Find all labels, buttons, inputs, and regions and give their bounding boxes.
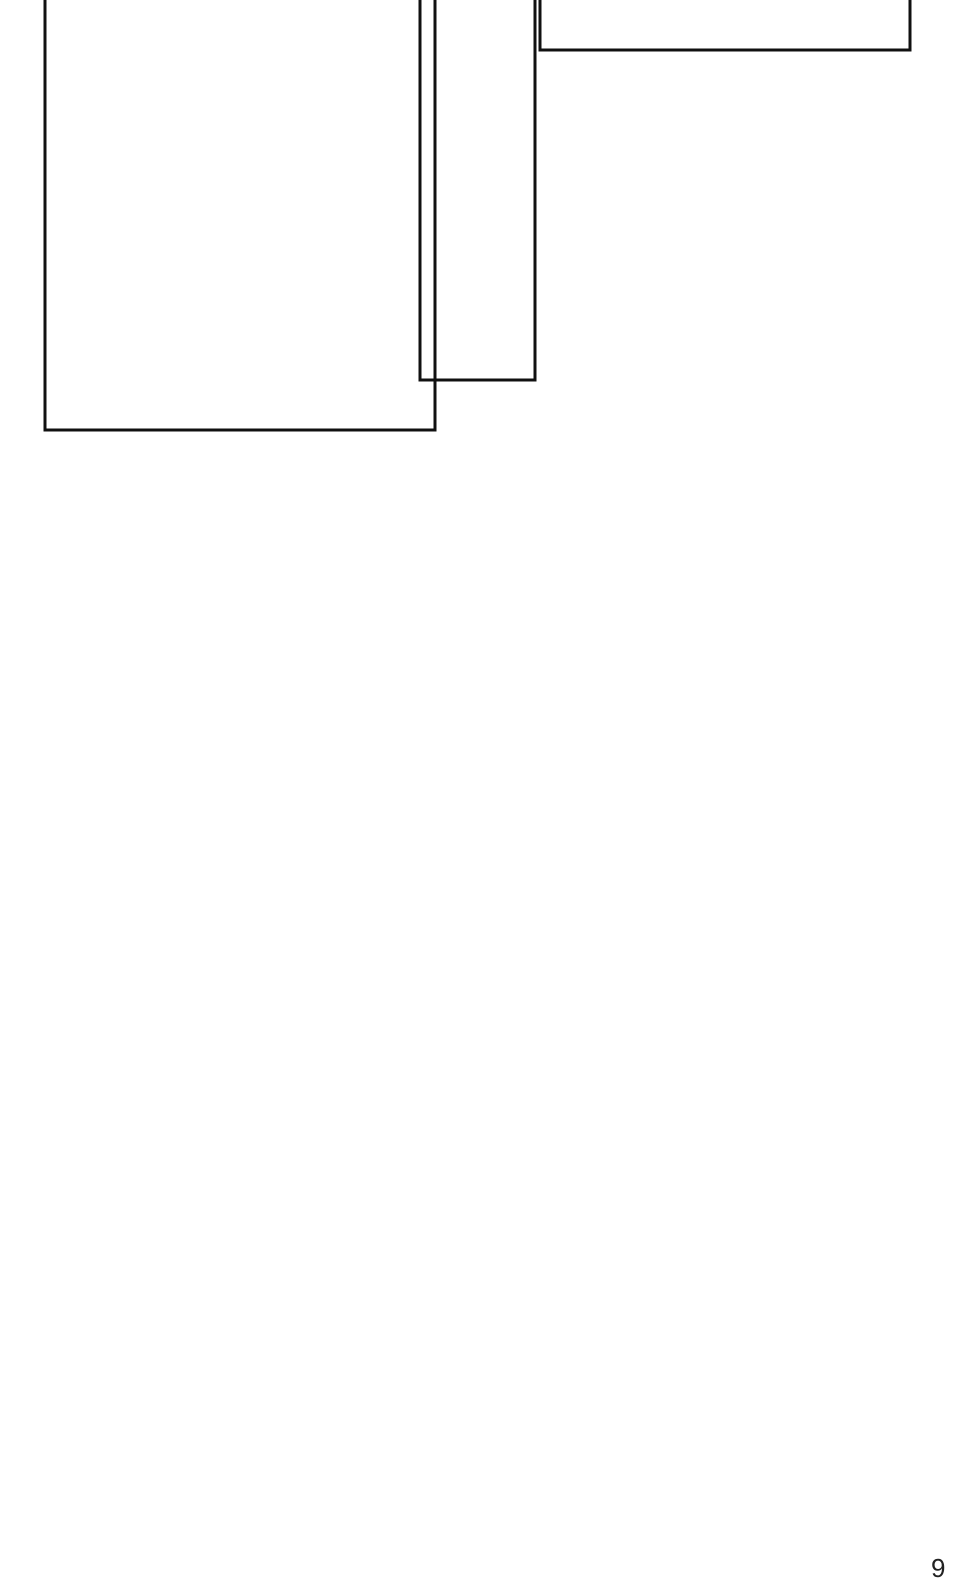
page-number: 9 — [931, 1553, 946, 1583]
left-section-frame — [45, 0, 435, 430]
middle-section-frame — [420, 0, 535, 380]
right-section-frame — [540, 0, 910, 50]
